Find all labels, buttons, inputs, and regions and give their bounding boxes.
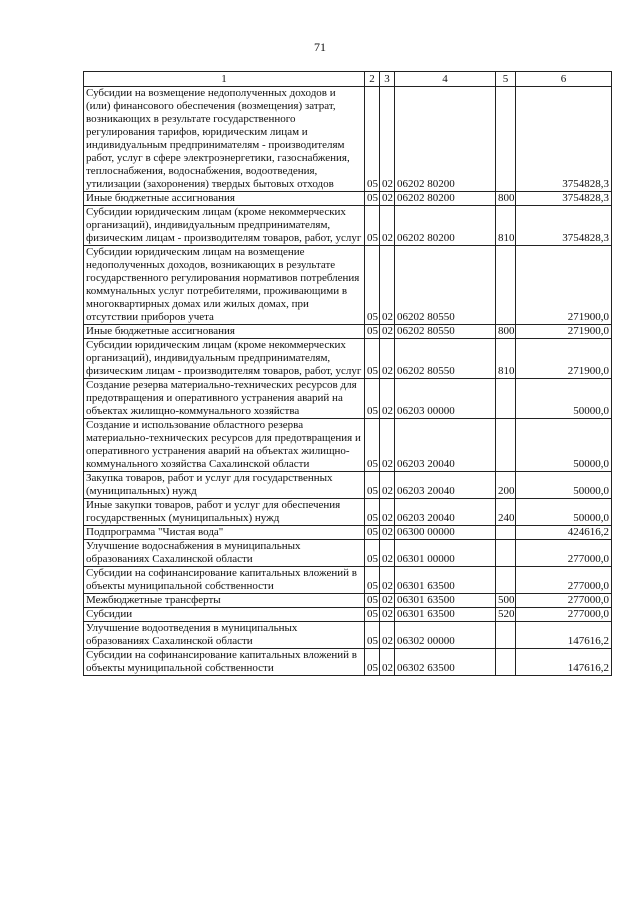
table-row [84,594,612,608]
cell-csr: 06203 20040 [395,472,496,499]
table-row [84,472,612,499]
cell-pr: 02 [380,567,395,594]
cell-name: Улучшение водоотведения в муниципальных образованиях Сахалинской области [84,622,365,649]
cell-vr: 520 [496,608,516,622]
cell-pr: 02 [380,622,395,649]
cell-name: Субсидии юридическим лицам (кроме некоммерческих организаций), индивидуальным предпринимателям, физическим лицам - производителям товаров, работ, услуг [84,339,365,379]
cell-rz: 05 [365,325,380,339]
page-number: 71 [314,40,326,54]
cell-pr: 02 [380,379,395,419]
cell-name: Улучшение водоснабжения в муниципальных образованиях Сахалинской области [84,540,365,567]
cell-csr: 06203 00000 [395,379,496,419]
cell-csr: 06203 20040 [395,499,496,526]
cell-sum: 3754828,3 [516,87,612,192]
cell-rz: 05 [365,379,380,419]
cell-vr [496,379,516,419]
cell-name: Субсидии на софинансирование капитальных вложений в объекты муниципальной собственности [84,567,365,594]
cell-name: Иные бюджетные ассигнования [84,192,365,206]
cell-name: Подпрограмма "Чистая вода" [84,526,365,540]
cell-rz: 05 [365,608,380,622]
cell-sum: 50000,0 [516,379,612,419]
cell-rz: 05 [365,206,380,246]
cell-csr: 06202 80550 [395,246,496,325]
cell-rz: 05 [365,540,380,567]
table-row [84,608,612,622]
cell-pr: 02 [380,608,395,622]
cell-vr: 810 [496,339,516,379]
cell-sum: 271900,0 [516,325,612,339]
cell-csr: 06202 80200 [395,192,496,206]
cell-pr: 02 [380,246,395,325]
cell-vr [496,419,516,472]
cell-csr: 06301 63500 [395,567,496,594]
cell-pr: 02 [380,499,395,526]
cell-pr: 02 [380,206,395,246]
cell-name: Иные бюджетные ассигнования [84,325,365,339]
cell-pr: 02 [380,594,395,608]
table-row [84,325,612,339]
cell-rz: 05 [365,649,380,676]
table-row [84,649,612,676]
header-cell-pr: 3 [380,72,395,87]
cell-pr: 02 [380,325,395,339]
cell-pr: 02 [380,526,395,540]
cell-sum: 50000,0 [516,419,612,472]
cell-rz: 05 [365,419,380,472]
cell-csr: 06301 00000 [395,540,496,567]
cell-csr: 06202 80550 [395,325,496,339]
cell-vr: 500 [496,594,516,608]
cell-csr: 06302 00000 [395,622,496,649]
cell-vr: 200 [496,472,516,499]
cell-pr: 02 [380,472,395,499]
cell-rz: 05 [365,567,380,594]
table-row [84,419,612,472]
cell-sum: 277000,0 [516,594,612,608]
cell-vr [496,246,516,325]
cell-pr: 02 [380,649,395,676]
cell-sum: 277000,0 [516,540,612,567]
cell-name: Межбюджетные трансферты [84,594,365,608]
table-row [84,379,612,419]
cell-name: Иные закупки товаров, работ и услуг для обеспечения государственных (муниципальных) нужд [84,499,365,526]
cell-vr: 810 [496,206,516,246]
cell-rz: 05 [365,339,380,379]
cell-sum: 147616,2 [516,649,612,676]
cell-rz: 05 [365,499,380,526]
cell-csr: 06302 63500 [395,649,496,676]
cell-sum: 3754828,3 [516,206,612,246]
header-cell-sum: 6 [516,72,612,87]
table-row [84,526,612,540]
cell-vr [496,622,516,649]
cell-pr: 02 [380,419,395,472]
cell-name: Закупка товаров, работ и услуг для государственных (муниципальных) нужд [84,472,365,499]
header-row [84,72,612,87]
cell-rz: 05 [365,192,380,206]
header-cell-csr: 4 [395,72,496,87]
cell-pr: 02 [380,540,395,567]
cell-rz: 05 [365,472,380,499]
table-row [84,87,612,192]
cell-rz: 05 [365,246,380,325]
table-row [84,339,612,379]
cell-sum: 277000,0 [516,608,612,622]
cell-sum: 50000,0 [516,499,612,526]
cell-name: Субсидии на софинансирование капитальных вложений в объекты муниципальной собственности [84,649,365,676]
cell-rz: 05 [365,526,380,540]
cell-csr: 06300 00000 [395,526,496,540]
cell-name: Создание и использование областного резерва материально-технических ресурсов для предотвращения и оперативного устранения аварий на объектах жилищно-коммунального хозяйства Сахалинской области [84,419,365,472]
cell-csr: 06202 80200 [395,87,496,192]
table-row [84,567,612,594]
cell-vr [496,87,516,192]
cell-sum: 3754828,3 [516,192,612,206]
cell-pr: 02 [380,339,395,379]
cell-name: Субсидии на возмещение недополученных доходов и (или) финансового обеспечения (возмещения) затрат, возникающих в результате государственного регулирования тарифов, юридическим лицам и индивидуальным предпринимателям - производителям работ, услуг в сфере электроэнергетики, газоснабжения, теплоснабжения, водоснабжения, водоотведения, утилизации (захоронения) твердых бытовых отходов [84,87,365,192]
cell-vr [496,540,516,567]
cell-vr: 800 [496,192,516,206]
cell-csr: 06202 80200 [395,206,496,246]
table-row [84,622,612,649]
cell-csr: 06301 63500 [395,594,496,608]
cell-csr: 06301 63500 [395,608,496,622]
cell-csr: 06203 20040 [395,419,496,472]
cell-csr: 06202 80550 [395,339,496,379]
cell-sum: 424616,2 [516,526,612,540]
cell-vr [496,649,516,676]
cell-name: Субсидии юридическим лицам на возмещение недополученных доходов, возникающих в результате государственного регулирования нормативов потребления коммунальных услуг потребителями, проживающими в многоквартирных домах или жилых домах, при отсутствии приборов учета [84,246,365,325]
cell-sum: 147616,2 [516,622,612,649]
cell-pr: 02 [380,192,395,206]
cell-vr [496,526,516,540]
cell-name: Субсидии юридическим лицам (кроме некоммерческих организаций), индивидуальным предпринимателям, физическим лицам - производителям товаров, работ, услуг [84,206,365,246]
cell-vr: 800 [496,325,516,339]
cell-rz: 05 [365,622,380,649]
table-row [84,192,612,206]
cell-name: Создание резерва материально-технических ресурсов для предотвращения и оперативного устранения аварий на объектах жилищно-коммунального хозяйства [84,379,365,419]
table-row [84,499,612,526]
cell-sum: 271900,0 [516,246,612,325]
cell-sum: 50000,0 [516,472,612,499]
cell-vr [496,567,516,594]
budget-table [83,71,612,676]
header-cell-rz: 2 [365,72,380,87]
cell-vr: 240 [496,499,516,526]
cell-rz: 05 [365,87,380,192]
table-row [84,206,612,246]
cell-name: Субсидии [84,608,365,622]
cell-rz: 05 [365,594,380,608]
header-cell-name: 1 [84,72,365,87]
header-cell-vr: 5 [496,72,516,87]
table-row [84,246,612,325]
cell-sum: 277000,0 [516,567,612,594]
cell-sum: 271900,0 [516,339,612,379]
table-row [84,540,612,567]
cell-pr: 02 [380,87,395,192]
